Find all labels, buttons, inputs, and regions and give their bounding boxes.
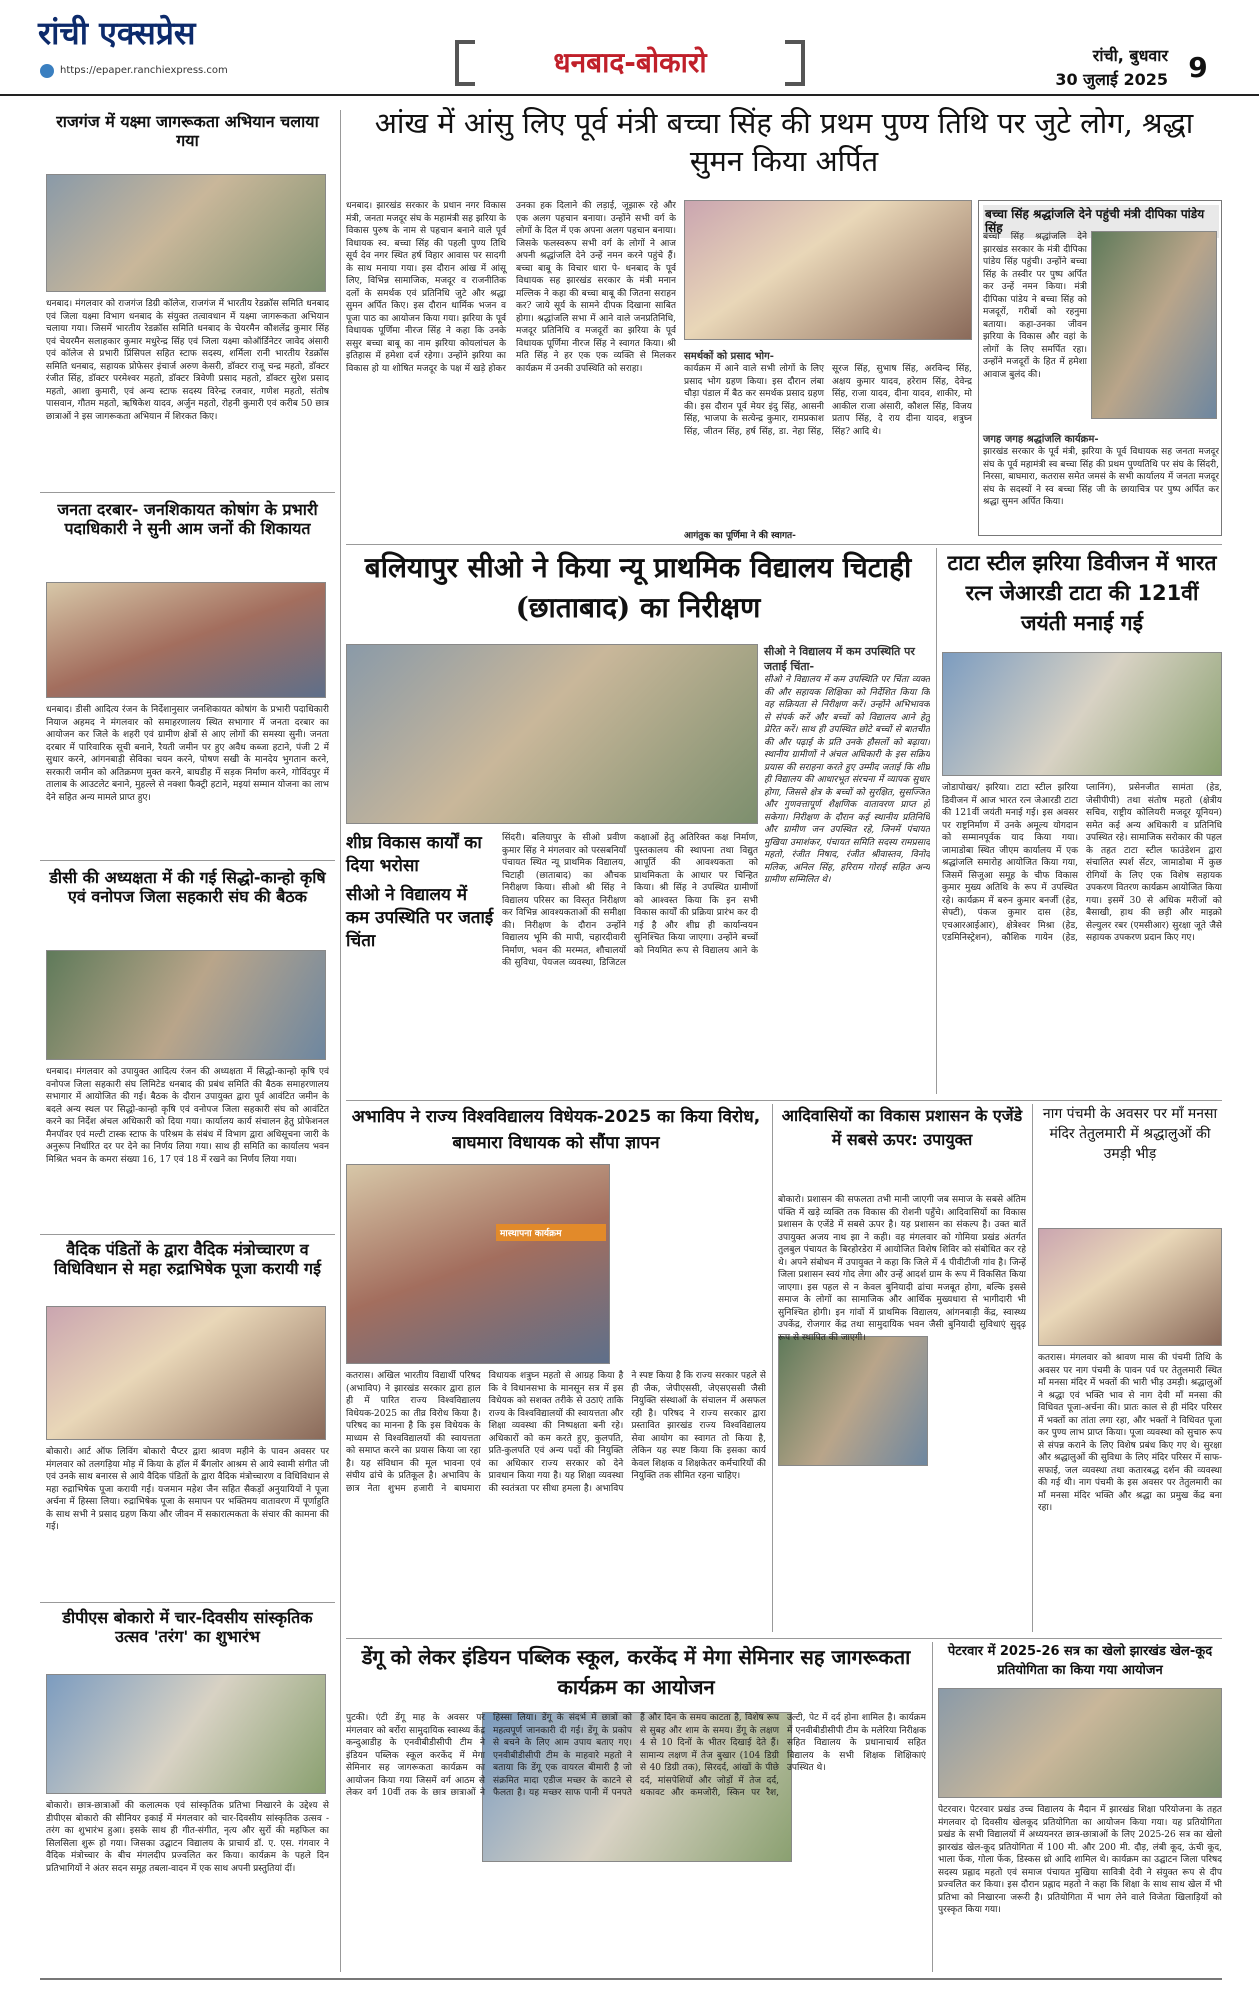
left-photo-1 <box>46 582 326 698</box>
footer-rule <box>40 1978 1222 1980</box>
tata-photo <box>942 652 1222 776</box>
left-body-1: धनबाद। डीसी आदित्य रंजन के निर्देशानुसार जनशिकायत कोषांग के प्रभारी पदाधिकारी नियाज अहमद ने मंगलवार को समाहरणालय स्थित सभागार में जनता दरबार का आयोजन कर जिले के शहरी एवं ग्रामीण क्षेत्रों से आए लोगों की समस्या सुनी। जनता दरबार में पारिवारिक सूची बनाने, रैयती जमीन पर हुए अवैध कब्जा हटाने, पंजी 2 में सुधार करने, आंगनबाड़ी सेविका चयन करने, पोषण सखी के मानदेय भुगतान करने, सरकारी जमीन को अतिक्रमण मुक्त करने, बाघडीह में सड़क निर्माण करने, गोविंदपुर में तालाब के आउटलेट बनाने, मुहल्ले से नक्शा फैक्ट्री हटाने, मइयां सम्मान योजना का लाभ देने सहित अन्य मामले प्राप्त हुए। <box>46 705 329 803</box>
dengue-body: पुटकी। एंटी डेंगू माह के अवसर पर मंगलवार को बर्रोरा सामुदायिक स्वास्थ्य केंद्र कन्दुआडीह के एनवीबीडीसीपी टीम ने इंडियन पब्लिक स्कूल करकेंद में मेगा सेमिनार सह जागरूकता कार्यक्रम का आयोजन किया गया जिसमें वर्ग आठम से लेकर वर्ग 10वीं तक के छात्र छात्राओं ने हिस्सा लिया। डेंगू के संदर्भ में छात्रों को महत्वपूर्ण जानकारी दी गई। डेंगू के प्रकोप से बचने के लिए आम उपाय बताए गए। एनवीबीडीसीपी टीम के माहवारे महतो ने बताया कि डेंगू एक वायरल बीमारी है जो संक्रमित मादा एडीज मच्छर के काटने से फैलता है। यह मच्छर साफ पानी में पनपते हैं और दिन के समय काटता है, विशेष रूप से सुबह और शाम के समय। डेंगू के लक्षण 4 से 10 दिनों के भीतर दिखाई देते हैं। सामान्य लक्षण में तेज बुखार (104 डिग्री से 40 डिग्री तक), सिरदर्द, आंखों के पीछे दर्द, मांसपेशियों और जोड़ों में तेज दर्द, थकावट और कमजोरी, स्किन पर रैश, उल्टी, पेट में दर्द होना शामिल है। कार्यक्रम में एनवीबीडीसीपी टीम के मलेरिया निरीक्षक सहित विद्यालय के प्रधानाचार्य सहित विद्यालय के सभी शिक्षक शिक्षिकाएं उपस्थित थे। <box>346 1713 926 1798</box>
temple-story <box>1038 1104 1222 1632</box>
top-headline: आंख में आंसु लिए पूर्व मंत्री बच्चा सिंह की प्रथम पुण्य तिथि पर जुटे लोग, श्रद्धा सुमन किया अर्पित <box>374 106 1194 178</box>
left-headline-2: डीसी की अध्यक्षता में की गई सिद्धो-कान्हो कृषि एवं वनोपज जिला सहकारी संघ की बैठक <box>49 868 326 907</box>
left-body-3: बोकारो। आर्ट ऑफ लिविंग बोकारो चैप्टर द्वारा श्रावण महीने के पावन अवसर पर मंगलवार को तलगड़िया मोड़ में किया के हॉल में बैंगलोर आश्रम से आये स्वामी संगीत जी एवं उनके साथ बनारस से आये वैदिक पंडितों के द्वारा वैदिक मंत्रोच्चारण व विधिविधान से महा रुद्राभिषेक पूजा करायी गई। यजमान महेश जैन सहित सैकड़ों अनुयायियों ने पूजा अर्चना में हिस्सा लिया। रुद्राभिषेक पूजा के समापन पर भक्तिमय वातावरण में पूर्णाहुति के साथ सभी ने प्रसाद ग्रहण किया और जीवन में सकारात्मकता के संचार की कामना की गई। <box>46 1447 329 1532</box>
tribal-story <box>778 1104 1026 1632</box>
school-photo <box>346 644 758 824</box>
left-body-2: धनबाद। मंगलवार को उपायुक्त आदित्य रंजन की अध्यक्षता में सिद्धो-कान्हो कृषि एवं वनोपज जिला सहकारी संघ लिमिटेड धनबाद की प्रबंध समिति की बैठक समाहरणालय सभागार में आयोजित की गई। बैठक के दौरान उपायुक्त द्वारा पूर्व आवंटित जमीन के बदले अन्य स्थल पर सिद्धो-कान्हो कृषि एवं वनोपज जिला सहकारी संघ को आवंटित करने का निर्देश अंचल अधिकारी को दिया गया। कार्यालय कार्य संचालन हेतु प्रोफेशनल मैनपॉवर एवं मल्टी टास्क स्टाफ के परिश्रम के संबंध में विभाग द्वारा अधिसूचना जारी के अनुरूप निर्धारित दर पर देने का निर्णय लिया गया। साथ ही समिति का कार्यालय भवन मिश्रित भवन के कमरा संख्या 16, 17 एवं 18 में रखने का निर्णय लिया गया। <box>46 1067 329 1165</box>
minister-box-title: बच्चा सिंह श्रद्धांजलि देने पहुंची मंत्री दीपिका पांडेय सिंह <box>983 205 1219 238</box>
section-divider <box>346 1638 1222 1639</box>
top-sub-body: कार्यक्रम में आने वाले सभी लोगों के लिए प्रसाद भोग ग्रहण किया। इस दौरान लंबा चौड़ा पंडाल में बैठ कर समर्थक प्रसाद ग्रहण की। इस दौरान पूर्व मेयर इंदु सिंह, आसनी सिंह, भाजपा के सत्येन्द्र कुमार, रामप्रकाश सिंह, जीतन सिंह, हर्ष सिंह, डा. नेहा सिंह, सूरज सिंह, सुभाष सिंह, अरविन्द सिंह, अक्षय कुमार यादव, हरेराम सिंह, देवेन्द्र सिंह, राजा यादव, दीना यादव, शाकीर, मो आकील राजा अंसारी, कौशल सिंह, विजय प्रताप सिंह, दे राय दीना यादव, शत्रुघ्न सिंह? आदि थे। <box>684 364 972 437</box>
tribal-headline: आदिवासियों का विकास प्रशासन के एजेंडे में सबसे ऊपर: उपायुक्त <box>781 1106 1023 1149</box>
divider <box>40 860 335 861</box>
minister-sub-body: झारखंड सरकार के पूर्व मंत्री, झरिया के पूर्व विधायक सह जनता मजदूर संघ के पूर्व महामंत्री स्व बच्चा सिंह की प्रथम पुण्यतिथि पर संघ के सिंदरी, निरसा, बाघमारा, कतरास समेत जमसं के सभी कार्यालय में जनता मजदूर संघ के सदस्यों ने स्व बच्चा सिंह जी के छायाचित्र पर पुष्प अर्पित कर श्रद्धा सुमन अर्पित किया। <box>983 447 1219 507</box>
column-divider <box>932 1642 933 1972</box>
tata-story <box>942 548 1222 1094</box>
globe-icon <box>40 64 54 78</box>
top-sub-label: समर्थकों को प्रसाद भोग- <box>684 351 774 362</box>
left-headline-3: वैदिक पंडितों के द्वारा वैदिक मंत्रोच्चारण व विधिविधान से महा रुद्राभिषेक पूजा करायी गई <box>54 1240 321 1279</box>
column-divider <box>936 548 937 1094</box>
section-label: धनबाद-बोकारो <box>553 46 707 79</box>
divider <box>40 492 335 493</box>
abvp-photo <box>346 1164 610 1364</box>
left-body-4: बोकारो। छात्र-छात्राओं की कलात्मक एवं सांस्कृतिक प्रतिभा निखारने के उद्देश्य से डीपीएस बोकारो की सीनियर इकाई में मंगलवार को चार-दिवसीय सांस्कृतिक उत्सव - तरंग का शुभारंभ हुआ। इसके साथ ही गीत-संगीत, नृत्य और सुरों की महफिल का सिलसिला शुरू हो गया। जिसका उद्घाटन विद्यालय के प्राचार्य डॉ. ए. एस. गंगवार ने वैदिक मंत्रोच्चार के बीच मंगलदीप प्रज्वलित कर किया। कार्यक्रम के पहले दिन प्रतिभागियों ने अंतर सदन समूह तबला-वादन में एक साथ अपनी प्रस्तुतियां दीं। <box>46 1801 329 1874</box>
section-divider <box>346 544 1222 545</box>
abvp-story <box>346 1104 766 1632</box>
left-headline-4: डीपीएस बोकारो में चार-दिवसीय सांस्कृतिक उत्सव 'तरंग' का शुभारंभ <box>62 1608 313 1647</box>
column-divider <box>772 1104 773 1632</box>
divider <box>40 1602 335 1603</box>
school-story <box>346 548 930 1094</box>
column-divider <box>340 110 341 1972</box>
minister-photo <box>1091 231 1217 419</box>
left-column <box>40 112 335 1972</box>
temple-photo <box>1038 1228 1222 1346</box>
abvp-photo-banner: मास्थापना कार्यक्रम <box>496 1224 606 1241</box>
dengue-headline: डेंगू को लेकर इंडियन पब्लिक स्कूल, करकेंद में मेगा सेमिनार सह जागरूकता कार्यक्रम का आयोजन <box>361 1645 911 1699</box>
masthead <box>0 0 1259 96</box>
section-bracket-left <box>455 40 475 86</box>
epaper-url[interactable]: https://epaper.ranchiexpress.com <box>60 65 228 76</box>
brand-logo: रांची एक्सप्रेस <box>38 14 196 52</box>
top-story <box>346 104 1222 542</box>
sports-headline: पेटरवार में 2025-26 सत्र का खेलो झारखंड खेल-कूद प्रतियोगिता का किया गया आयोजन <box>947 1644 1213 1678</box>
issue-date: 30 जुलाई 2025 <box>1055 70 1168 89</box>
school-body: सिंदरी। बलियापुर के सीओ प्रवीण कुमार सिंह ने मंगलवार को परसबनियाँ पंचायत स्थित न्यू प्राथमिक विद्यालय, चिटाही (छाताबाद) का औचक निरीक्षण किया। सीओ श्री सिंह ने विद्यालय परिसर का विस्तृत निरीक्षण कर विभिन्न आवश्यकताओं की समीक्षा की। निरीक्षण के दौरान उन्होंने विद्यालय भूमि की मापी, चहारदीवारी निर्माण, भवन की मरम्मत, शौचालयों की सुविधा, पेयजल व्यवस्था, डिजिटल कक्षाओं हेतु अतिरिक्त कक्ष निर्माण, पुस्तकालय की स्थापना तथा विद्युत आपूर्ति की आवश्यकता को प्राथमिकता के आधार पर चिन्हित किया। श्री सिंह ने उपस्थित ग्रामीणों को आश्वस्त किया कि इन सभी विकास कार्यों की प्रक्रिया प्रारंभ कर दी गई है और शीघ्र ही कार्यान्वयन सुनिश्चित किया जाएगा। उन्होंने बच्चों को नियमित रूप से विद्यालय आने के <box>502 833 758 968</box>
divider <box>40 1234 335 1235</box>
left-photo-0 <box>46 174 326 292</box>
left-headline-0: राजगंज में यक्ष्मा जागरूकता अभियान चलाया गया <box>56 112 319 151</box>
left-photo-3 <box>46 1306 326 1440</box>
minister-sub <box>983 427 1219 533</box>
top-body: धनबाद। झारखंड सरकार के प्रधान नगर विकास मंत्री, जनता मजदूर संघ के महामंत्री सह झरिया के विकास पुरुष के नाम से पहचान बनाने वाले पूर्व विधायक स्व. बच्चा सिंह की पहली पुण्य तिथि सूर्य देव नगर स्थित हर्ष विहार आवास पर सादगी के साथ मनाया गया। इस दौरान आंख में आंसू लिए, विभिन्न सामाजिक, मजदूर व राजनीतिक दलों के समर्थक एवं प्रतिनिधि जुटे और श्रद्धा सुमन अर्पित किए। इस दौरान धार्मिक भजन व पूजा पाठ का आयोजन किया गया। झरिया के पूर्व विधायक पूर्णिमा नीरज सिंह ने कहा कि उनके ससुर बच्चा बाबू का नाम झरिया कोयलांचल के इतिहास में हमेशा दर्ज रहेगा। उन्होंने झरिया का विकास हो या शोषित मजदूर के पक्ष में खड़े होकर उनका हक दिलाने की लड़ाई, जूझारू रहे और एक अलग पहचान बनाया। उन्होंने सभी वर्ग के लोगों के दिल में एक अपना अलग पहचान बनाया। जिसके फलस्वरूप सभी वर्ग के लोगों ने आज अपनी श्रद्धांजलि देने उन्हें नमन करने पहुंचे हैं। बच्चा बाबू के विचार धारा पे- धनबाद के पूर्व विधायक सह झारखंड सरकार के मंत्री मनान मल्लिक ने कहा की बच्चा बाबू की जितना सराहन कर? जाये सूर्य के सामने दीपक दिखाना साबित होगा। श्रद्धांजलि सभा में आने वाले जनप्रतिनिधि, मजदूर प्रतिनिधि व मजदूरों का झरिया के पूर्व विधायक पूर्णिमा नीरज सिंह ने स्वागत किया। श्री मति सिंह ने हर एक एक व्यक्ति से मिलकर कार्यक्रम में उनकी उपस्थिति को सराहा। <box>346 201 676 374</box>
tata-headline: टाटा स्टील झरिया डिवीजन में भारत रत्न जेआरडी टाटा की 121वीं जयंती मनाई गई <box>947 551 1217 635</box>
top-subsection <box>684 344 972 524</box>
school-bullet-0: शीघ्र विकास कार्यों का दिया भरोसा <box>346 833 482 876</box>
section-divider <box>346 1100 1222 1101</box>
temple-headline: नाग पंचमी के अवसर पर माँ मनसा मंदिर तेतुलमारी में श्रद्धालुओं की उमड़ी भीड़ <box>1042 1106 1218 1162</box>
school-side-body: सीओ ने विद्यालय में कम उपस्थिति पर चिंता व्यक्त की और सहायक शिक्षिका को निर्देशित किया कि वह सक्रियता से निरीक्षण करें। उन्होंने अभिभावक से संपर्क करें और बच्चों को विद्यालय आने हेतु प्रेरित करें। साथ ही उपस्थित छोटे बच्चों से बातचीत की और पढ़ाई के प्रति उनके हौसलों को बढ़ाया। स्थानीय ग्रामीणों ने अंचल अधिकारी के इस सक्रिय प्रयास की सराहना करते हुए उम्मीद जताई कि शीघ्र ही विद्यालय की आधारभूत संरचना में व्यापक सुधार होगा, जिससे क्षेत्र के बच्चों को सुरक्षित, सुसज्जित और गुणवत्तापूर्ण शैक्षणिक वातावरण प्राप्त हो सकेगा। निरीक्षण के दौरान कई स्थानीय प्रतिनिधि और ग्रामीण जन उपस्थित रहे, जिनमें पंचायत मुखिया उमाशंकर, पंचायत समिति सदस्य रामप्रसाद महतो, रंजीत निषाद, रंजीत श्रीवास्तव, विनोद मलिक, अनिल सिंह, हरिराम गोराई सहित अन्य ग्रामीण सम्मिलित थे। <box>764 675 930 885</box>
sports-story <box>938 1642 1222 1972</box>
top-photo-caption: आगंतुक का पूर्णिमा ने की स्वागत- <box>684 531 796 541</box>
left-headline-1: जनता दरबार- जनशिकायत कोषांग के प्रभारी पदाधिकारी ने सुनी आम जनों की शिकायत <box>57 500 318 539</box>
left-photo-2 <box>46 950 326 1060</box>
sports-photo <box>938 1688 1222 1798</box>
minister-box-body: बच्चा सिंह श्रद्धांजलि देने झारखंड सरकार के मंत्री दीपिका पांडेय सिंह पहुंची। उन्होंने बच्चा सिंह के तस्वीर पर पुष्प अर्पित कर उन्हें नमन किया। मंत्री दीपिका पांडेय ने बच्चा सिंह को मजदूरों, गरीबों को रहनुमा बताया। कहा-उनका जीवन झरिया के विकास और वहां के लोगों के लिए समर्पित रहा। उन्होंने मजदूरों के हित में हमेशा आवाज बुलंद की। <box>983 232 1087 380</box>
sports-body: पेटरवार। पेटरवार प्रखंड उच्च विद्यालय के मैदान में झारखंड शिक्षा परियोजना के तहत मंगलवार दो दिवसीय खेलकूद प्रतियोगिता का आयोजन किया गया। यह प्रतियोगिता प्रखंड के सभी विद्यालयों में अध्ययनरत छात्र-छात्राओं के लिए 2025-26 सत्र का खेलो झारखंड खेल-कूद प्रतियोगिता में 100 मी. और 200 मी. दौड़, लंबी कूद, ऊंची कूद, भाला फेंक, गोला फेंक, डिस्कस थ्रो आदि शामिल थे। कार्यक्रम का उद्घाटन जिला परिषद सदस्य प्रह्लाद महतो एवं समाज पंचायत मुखिया सावित्री देवी ने संयुक्त रूप से दीप प्रज्वलित कर किया। इस दौरान प्रह्लाद महतो ने कहा कि शिक्षा के साथ साथ खेल में भी प्रतिभा को निखारना जरूरी है। प्रतियोगिता में भाग लेने वाले विजेता खिलाड़ियों को पुरस्कृत किया गया। <box>938 1805 1222 1915</box>
abvp-body: कतरास। अखिल भारतीय विद्यार्थी परिषद (अभाविप) ने झारखंड सरकार द्वारा हाल ही में पारित राज्य विश्वविद्यालय विधेयक-2025 का तीव्र विरोध किया है। परिषद का मानना है कि इस विधेयक के माध्यम से विश्वविद्यालयों की स्वायत्तता को समाप्त करने का प्रयास किया जा रहा है। यह संविधान की मूल भावना एवं संघीय ढांचे के प्रतिकूल है। अभाविप के छात्र नेता शुभम हजारी ने बाघमारा विधायक शत्रुघ्न महतो से आग्रह किया है कि वे विधानसभा के मानसून सत्र में इस विधेयक को सशक्त तरीके से उठाएं ताकि राज्य के विश्वविद्यालयों की स्वायत्तता और शिक्षा व्यवस्था की निष्पक्षता बनी रहे। अधिकारों को कम करते हुए, कुलपति, प्रति-कुलपति एवं अन्य पदों की नियुक्ति का अधिकार राज्य सरकार को देने प्रावधान किया गया है। यह शिक्षा व्यवस्था की स्वतंत्रता पर सीधा हमला है। अभाविप ने स्पष्ट किया है कि राज्य सरकार पहले से ही जैक, जेपीएससी, जेएसएससी जैसी नियुक्ति संस्थाओं के संचालन में असफल रही है। परिषद ने राज्य सरकार द्वारा प्रस्तावित झारखंड राज्य विश्वविद्यालय सेवा आयोग का स्वागत तो किया है, लेकिन यह स्पष्ट किया कि इसका कार्य केवल शिक्षक व शिक्षकेतर कर्मचारियों की नियुक्ति तक सीमित रहना चाहिए। <box>346 1371 766 1494</box>
tata-body: जोडापोखर/ झरिया। टाटा स्टील झरिया डिवीजन में आज भारत रत्न जेआरडी टाटा की 121वीं जयंती मनाई गई। इस अवसर पर राष्ट्रनिर्माण में उनके अमूल्य योगदान को सम्मानपूर्वक याद किया गया। जामाडोबा स्थित जीएम कार्यालय में एक श्रद्धांजलि समारोह आयोजित किया गया, जिसमें सिजुआ समूह के चीफ विकास कुमार मुख्य अतिथि के रूप में उपस्थित रहे। कार्यक्रम में बरुन कुमार बनर्जी (हेड, सेफ्टी), पंकज कुमार दास (हेड, एचआरआईआर), क्षेत्रेश्वर मिश्रा (हेड, एडमिनिस्ट्रेशन), कौशिक गायेन (हेड, प्लानिंग), प्रसेनजीत सामंता (हेड, जेसीपीपी) तथा संतोष महतो (क्षेत्रीय सचिव, राष्ट्रीय कोलियरी मजदूर यूनियन) समेत कई अन्य अधिकारी व प्रतिनिधि उपस्थित रहे। सामाजिक सरोकार की पहल के तहत टाटा स्टील फाउंडेशन द्वारा संचालित स्पर्श सेंटर, जामाडोबा में कुछ रोगियों के लिए एक विशेष सहायक उपकरण वितरण कार्यक्रम आयोजित किया गया। इसमें 30 से अधिक मरीजों को बैसाखी, हाथ की छड़ी और माइक्रो सेल्युलर रबर (एमसीआर) सुरक्षा जूते जैसे सहायक उपकरण प्रदान किए गए। <box>942 783 1222 943</box>
temple-body: कतरास। मंगलवार को श्रावण मास की पंचमी तिथि के अवसर पर नाग पंचमी के पावन पर्व पर तेतुलमारी स्थित माँ मनसा मंदिर में भक्तों की भारी भीड़ उमड़ी। श्रद्धालुओं ने श्रद्धा एवं भक्ति भाव से नाग देवी माँ मनसा की विधिवत पूजा-अर्चना की। प्रातः काल से ही मंदिर परिसर में भक्तों का तांता लगा रहा, और भक्तों ने विधिवत पूजा कर पुण्य लाभ प्राप्त किया। पूजा व्यवस्था को सुचारु रूप से संपन्न कराने के लिए विशेष प्रबंध किए गए थे। सुरक्षा और श्रद्धालुओं की सुविधा के लिए मंदिर परिसर में साफ-सफाई, जल व्यवस्था तथा कतारबद्ध दर्शन की व्यवस्था की गई थी। नाग पंचमी के इस अवसर पर तेतुलमारी का माँ मनसा मंदिर भक्ति और श्रद्धा का प्रमुख केंद्र बना रहा। <box>1038 1353 1222 1513</box>
left-body-0: धनबाद। मंगलवार को राजगंज डिग्री कॉलेज, राजगंज में भारतीय रेडक्रॉस समिति धनबाद एवं जिला यक्ष्मा विभाग धनबाद के संयुक्त तत्वावधान में यक्ष्मा जागरूकता अभियान चलाया गया। जिसमें भारतीय रेडक्रॉस समिति धनबाद के चेयरमैन कौशलेंद्र कुमार सिंह एवं चेयरमैन सलाहकार कुमार मधुरेन्द्र सिंह एवं जिला यक्ष्मा कोऑर्डिनेटर जावेद अंसारी एवं कॉलेज से प्रभारी प्रिंसिपल सहित स्टाफ सदस्य, शर्मिला रानी भारतीय रेडक्रॉस समिति धनबाद, सहायक प्रोफेसर इंचार्ज अरुण केसरी, डॉक्टर राजू चन्द्र महतो, डॉक्टर रंजीत सिंह, डॉक्टर परमेश्वर महतो, डॉक्टर त्रिवेणी प्रसाद महतो, डॉक्टर सुरेश प्रसाद महतो, आशा कुमारी, एवं अन्य स्टाफ सदस्य विरेन्द्र रजवार, गणेश महतो, संतोष पासवान, गौतम महतो, ऋषिकेश यादव, अर्जुन महतो, रोहनी कुमारी एवं करीब 50 छात्र छात्राओं ने इस जागरूकता अभियान में शिरकत किए। <box>46 299 329 422</box>
school-bullet-1: सीओ ने विद्यालय में कम उपस्थिति पर जताई चिंता <box>346 885 494 951</box>
city-day: रांची, बुधवार <box>1092 46 1168 65</box>
tribal-body: बोकारो। प्रशासन की सफलता तभी मानी जाएगी जब समाज के सबसे अंतिम पंक्ति में खड़े व्यक्ति तक विकास की रोशनी पहुँचे। आदिवासियों का विकास प्रशासन के एजेंडे में सबसे ऊपर है। यह प्रशासन का संकल्प है। उक्त बातें उपायुक्त अजय नाथ झा ने कही। वह मंगलवार को गोमिया प्रखंड अंतर्गत तुलबुल पंचायत के बिरहोरडेरा में आयोजित विशेष शिविर को संबोधित कर रहे थे। अपने संबोधन में उपायुक्त ने कहा कि जिले में 4 पीवीटीजी गांव है। जिन्हें जिला प्रशासन स्वयं गोद लेगा और उन्हें आदर्श ग्राम के रूप में विकसित किया जाएगा। इस पहल से न केवल बुनियादी ढांचा मजबूत होगा, बल्कि इससे समाज के लोगों का सामाजिक और आर्थिक मुख्यधारा से भागीदारी भी सुनिश्चित होगी। इन गांवों में प्राथमिक विद्यालय, आंगनबाड़ी केंद्र, स्वास्थ्य उपकेंद्र, रोजगार केंद्र तथा सामुदायिक भवन जैसी बुनियादी सुविधाएं सुदृढ़ रूप से स्थापित की जाएगी। <box>778 1195 1026 1343</box>
school-kicker: सीओ ने विद्यालय में कम उपस्थिति पर जताई चिंता- <box>764 645 915 673</box>
column-divider <box>1032 1104 1033 1632</box>
minister-box <box>978 200 1222 536</box>
minister-sub-label: जगह जगह श्रद्धांजलि कार्यक्रम- <box>983 434 1099 445</box>
left-photo-4 <box>46 1674 326 1794</box>
abvp-headline: अभाविप ने राज्य विश्वविद्यालय विधेयक-2025 का किया विरोध, बाघमारा विधायक को सौंपा ज्ञापन <box>351 1107 761 1153</box>
school-bullets <box>346 832 496 982</box>
dengue-story <box>346 1642 926 1972</box>
section-bracket-right <box>785 40 805 86</box>
page-number: 9 <box>1188 51 1208 84</box>
top-photo <box>684 200 972 340</box>
school-headline: बलियापुर सीओ ने किया न्यू प्राथमिक विद्यालय चिटाही (छाताबाद) का निरीक्षण <box>364 551 912 624</box>
